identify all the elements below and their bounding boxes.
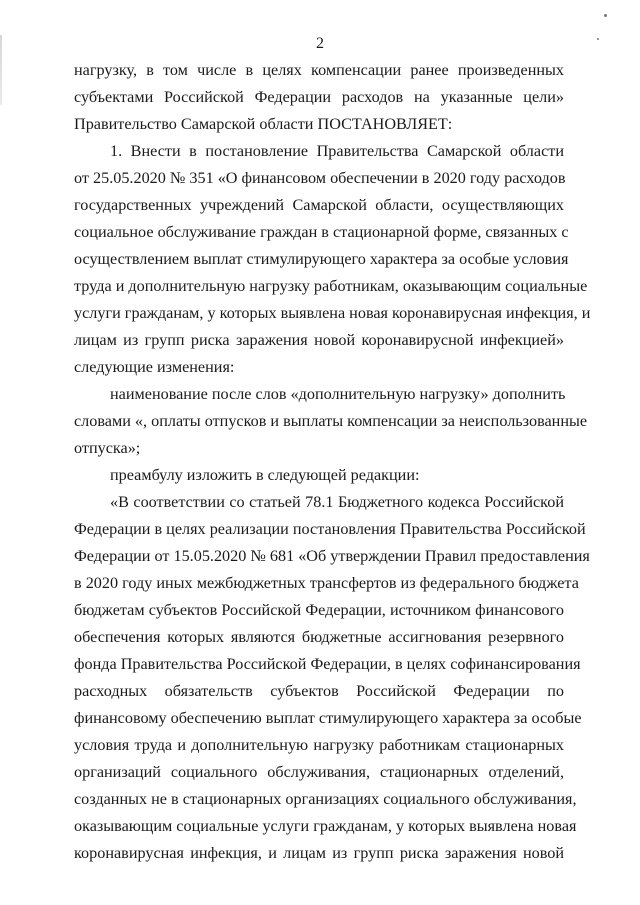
page-number: 2 xyxy=(316,35,324,52)
text-line: государственных учреждений Самарской области, осуществляющих xyxy=(74,196,564,214)
text-line: бюджетам субъектов Российской Федерации, источником финансового xyxy=(74,601,564,619)
text-line: Федерации от 15.05.2020 № 681 «Об утверждении Правил предоставления xyxy=(74,547,590,565)
text-line: словами «, оплаты отпусков и выплаты компенсации за неиспользованные xyxy=(74,412,588,430)
text-line: преамбулу изложить в следующей редакции: xyxy=(110,466,420,484)
text-line: нагрузку, в том числе в целях компенсации ранее произведенных xyxy=(74,61,564,79)
text-line: лицам из групп риска заражения новой коронавирусной инфекцией» xyxy=(74,331,564,349)
text-line: организаций социального обслуживания, стационарных отделений, xyxy=(74,763,564,781)
text-line: обеспечения которых являются бюджетные ассигнования резервного xyxy=(74,628,564,646)
text-line: коронавирусная инфекция, и лицам из групп риска заражения новой xyxy=(74,844,564,862)
text-line: Федерации в целях реализации постановления Правительства Российской xyxy=(74,520,586,538)
text-line: труда и дополнительную нагрузку работникам, оказывающим социальные xyxy=(74,277,588,295)
text-line: условия труда и дополнительную нагрузку работникам стационарных xyxy=(74,736,564,754)
text-line: «В соответствии со статьей 78.1 Бюджетного кодекса Российской xyxy=(110,493,564,511)
text-line: услуги гражданам, у которых выявлена новая коронавирусная инфекция, и xyxy=(74,304,591,322)
text-line: созданных не в стационарных организациях социального обслуживания, xyxy=(74,790,577,808)
text-line: финансовому обеспечению выплат стимулирующего характера за особые xyxy=(74,709,582,727)
text-line: Правительство Самарской области ПОСТАНОВЛЯЕТ: xyxy=(74,115,453,133)
text-line: наименование после слов «дополнительную нагрузку» дополнить xyxy=(110,385,566,403)
text-line: от 25.05.2020 № 351 «О финансовом обеспечении в 2020 году расходов xyxy=(74,169,566,187)
text-line: отпуска»; xyxy=(74,439,141,457)
text-line: в 2020 году иных межбюджетных трансфертов из федерального бюджета xyxy=(74,574,579,592)
text-line: фонда Правительства Российской Федерации, в целях софинансирования xyxy=(74,655,581,673)
text-line: осуществлением выплат стимулирующего характера за особые условия xyxy=(74,250,569,268)
text-line: оказывающим социальные услуги гражданам, у которых выявлена новая xyxy=(74,817,577,835)
text-line: расходных обязательств субъектов Российской Федерации по xyxy=(74,682,564,700)
text-line: 1. Внести в постановление Правительства Самарской области xyxy=(110,142,564,160)
text-line: следующие изменения: xyxy=(74,358,235,376)
text-line: социальное обслуживание граждан в стационарной форме, связанных с xyxy=(74,223,569,241)
scan-speck xyxy=(604,14,607,17)
text-line: субъектами Российской Федерации расходов на указанные цели» xyxy=(74,88,564,106)
